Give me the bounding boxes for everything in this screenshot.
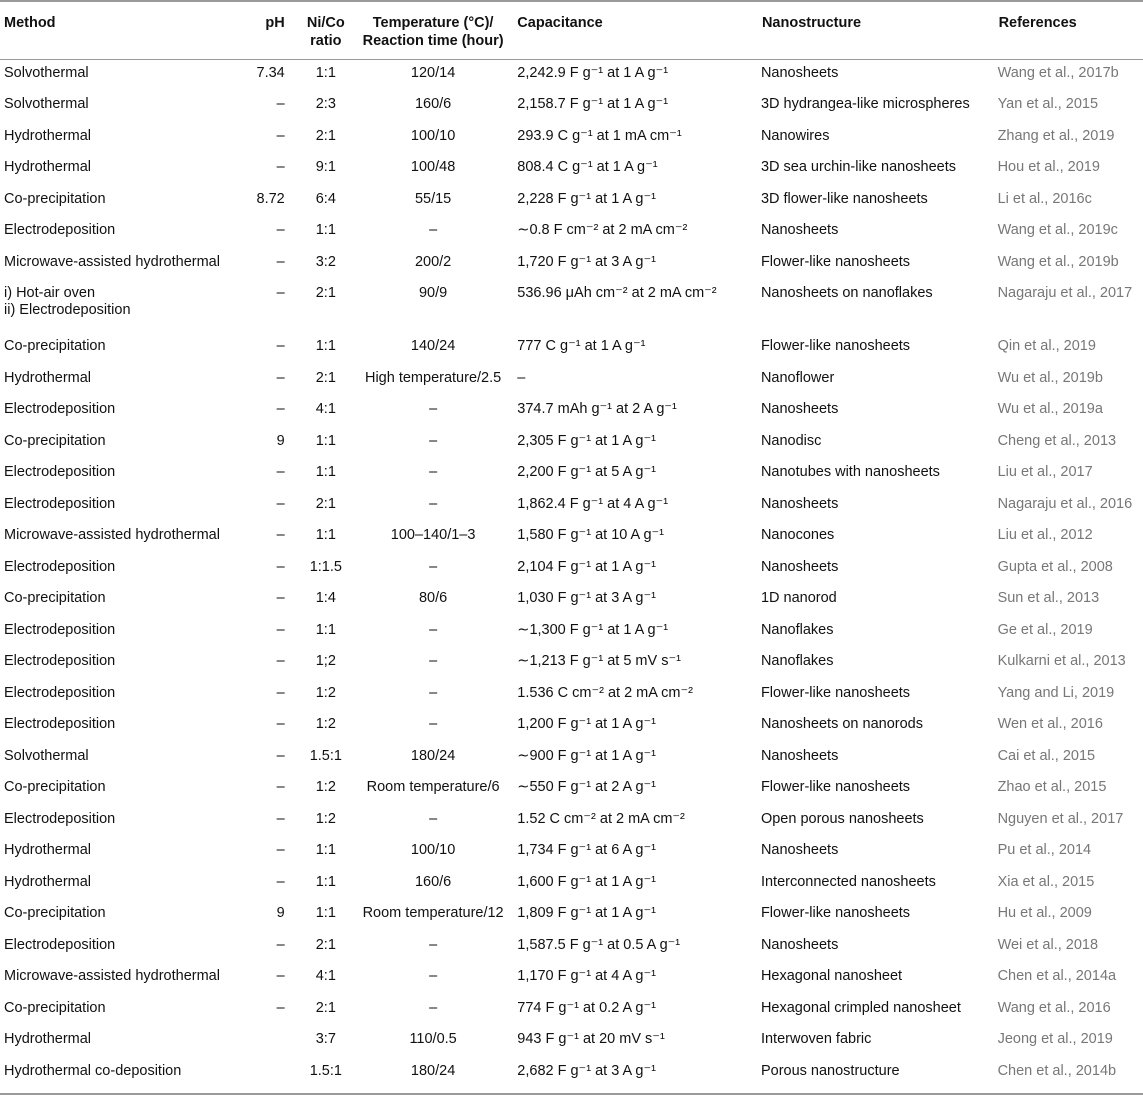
cell-ph: – bbox=[276, 810, 285, 827]
header-ratio bbox=[295, 1, 357, 59]
cell-ph: 7.34 bbox=[256, 64, 285, 81]
cell-method: Co-precipitation bbox=[4, 999, 106, 1016]
cell-ratio: 1:1 bbox=[315, 464, 336, 480]
header-ratio-line1: Ni/Co bbox=[306, 15, 345, 31]
cell-nanostructure: Nanosheets bbox=[760, 936, 839, 953]
table-row bbox=[0, 459, 1143, 491]
cell-temperature: 110/0.5 bbox=[409, 1031, 457, 1047]
cell-capacitance: ∼1,300 F g⁻¹ at 1 A g⁻¹ bbox=[517, 621, 669, 638]
cell-nanostructure: 3D flower-like nanosheets bbox=[760, 190, 928, 207]
cell-ph: – bbox=[276, 558, 285, 575]
cell-ratio: 2:1 bbox=[315, 999, 336, 1016]
cell-nanostructure: Flower-like nanosheets bbox=[760, 253, 911, 270]
cell-ratio: 1:1 bbox=[315, 222, 336, 238]
cell-reference: Wen et al., 2016 bbox=[997, 716, 1103, 732]
cell-reference: Hou et al., 2019 bbox=[997, 159, 1100, 175]
table-row bbox=[0, 186, 1143, 218]
table-row bbox=[0, 837, 1143, 869]
cell-capacitance: 1,587.5 F g⁻¹ at 0.5 A g⁻¹ bbox=[517, 936, 681, 953]
cell-nanostructure: Nanotubes with nanosheets bbox=[760, 464, 940, 480]
cell-reference: Wang et al., 2019c bbox=[997, 222, 1118, 238]
cell-temperature: – bbox=[429, 495, 438, 512]
cell-capacitance: 536.96 μAh cm⁻² at 2 mA cm⁻² bbox=[517, 285, 717, 301]
cell-capacitance: 1,734 F g⁻¹ at 6 A g⁻¹ bbox=[517, 842, 656, 858]
table-row bbox=[0, 59, 1143, 91]
cell-ph: – bbox=[276, 96, 285, 112]
cell-reference: Wang et al., 2016 bbox=[997, 999, 1111, 1016]
header-temperature bbox=[357, 1, 509, 59]
cell-temperature: 180/24 bbox=[410, 747, 456, 764]
cell-ratio: 1:1 bbox=[315, 64, 336, 81]
cell-ratio: 2:1 bbox=[315, 936, 336, 953]
cell-method-line1: i) Hot-air oven bbox=[4, 285, 96, 301]
cell-capacitance: 1,030 F g⁻¹ at 3 A g⁻¹ bbox=[517, 590, 656, 606]
table-row bbox=[0, 1058, 1143, 1095]
cell-method: Hydrothermal bbox=[4, 127, 92, 144]
table-row bbox=[0, 711, 1143, 743]
table-row bbox=[0, 154, 1143, 186]
cell-nanostructure: Nanocones bbox=[760, 527, 835, 543]
header-references: References bbox=[998, 1, 1143, 59]
table-row bbox=[0, 554, 1143, 586]
cell-reference: Hu et al., 2009 bbox=[997, 905, 1092, 921]
cell-capacitance: ∼900 F g⁻¹ at 1 A g⁻¹ bbox=[517, 747, 656, 764]
table-row bbox=[0, 428, 1143, 460]
cell-nanostructure: Hexagonal nanosheet bbox=[760, 968, 903, 984]
cell-reference: Nagaraju et al., 2017 bbox=[997, 285, 1133, 301]
table-row bbox=[0, 743, 1143, 775]
cell-method: Electrodeposition bbox=[4, 653, 116, 669]
cell-capacitance: ∼550 F g⁻¹ at 2 A g⁻¹ bbox=[517, 779, 656, 795]
cell-method: Hydrothermal bbox=[4, 873, 92, 890]
cell-nanostructure: Flower-like nanosheets bbox=[760, 338, 911, 354]
cell-nanostructure: Nanosheets bbox=[760, 842, 839, 858]
cell-ratio: 1:1 bbox=[315, 432, 336, 449]
cell-ph: – bbox=[276, 590, 285, 606]
table-row bbox=[0, 869, 1143, 901]
cell-ratio: 1:1 bbox=[315, 905, 336, 921]
cell-reference: Qin et al., 2019 bbox=[997, 338, 1096, 354]
cell-ph: 8.72 bbox=[256, 190, 285, 207]
header-method: Method bbox=[0, 1, 226, 59]
header-capacitance: Capacitance bbox=[509, 1, 761, 59]
cell-method: Co-precipitation bbox=[4, 190, 106, 207]
cell-reference: Wu et al., 2019a bbox=[997, 401, 1103, 417]
cell-reference: Wei et al., 2018 bbox=[997, 936, 1099, 953]
cell-ratio: 1:1 bbox=[315, 873, 336, 890]
cell-ratio: 1:1.5 bbox=[309, 558, 342, 575]
cell-ph: – bbox=[276, 873, 285, 890]
cell-capacitance: 374.7 mAh g⁻¹ at 2 A g⁻¹ bbox=[517, 401, 677, 417]
cell-reference: Nagaraju et al., 2016 bbox=[997, 495, 1133, 512]
cell-ph: – bbox=[276, 684, 285, 701]
cell-ratio: 1.5:1 bbox=[309, 747, 342, 764]
header-ph: pH bbox=[226, 1, 295, 59]
cell-ratio: 2:1 bbox=[315, 127, 336, 144]
cell-temperature: – bbox=[429, 464, 438, 480]
cell-temperature: – bbox=[429, 810, 438, 827]
cell-capacitance: 777 C g⁻¹ at 1 A g⁻¹ bbox=[517, 338, 646, 354]
cell-nanostructure: 3D sea urchin-like nanosheets bbox=[760, 159, 957, 175]
cell-temperature: 100/10 bbox=[410, 842, 456, 858]
table-row bbox=[0, 522, 1143, 554]
cell-ph: – bbox=[276, 464, 285, 480]
cell-capacitance: 1,720 F g⁻¹ at 3 A g⁻¹ bbox=[517, 253, 656, 270]
table-row bbox=[0, 617, 1143, 649]
cell-temperature: – bbox=[429, 936, 438, 953]
cell-ph: 9 bbox=[276, 905, 285, 921]
cell-ratio: 9:1 bbox=[315, 159, 336, 175]
cell-method: Electrodeposition bbox=[4, 222, 116, 238]
cell-reference: Cai et al., 2015 bbox=[997, 747, 1096, 764]
cell-temperature: High temperature/2.5 bbox=[364, 369, 502, 386]
cell-ratio: 2:1 bbox=[315, 495, 336, 512]
cell-ph: – bbox=[276, 369, 285, 386]
cell-ph: – bbox=[276, 621, 285, 638]
cell-method: Electrodeposition bbox=[4, 716, 116, 732]
cell-ph: – bbox=[276, 222, 285, 238]
cell-method: Electrodeposition bbox=[4, 810, 116, 827]
cell-temperature: 100/10 bbox=[410, 127, 456, 144]
cell-nanostructure: Nanodisc bbox=[760, 432, 822, 449]
header-row bbox=[0, 1, 1143, 59]
cell-temperature: 90/9 bbox=[418, 285, 448, 301]
cell-ratio: 1.5:1 bbox=[295, 1058, 357, 1095]
cell-method: Electrodeposition bbox=[4, 936, 116, 953]
cell-capacitance: 943 F g⁻¹ at 20 mV s⁻¹ bbox=[517, 1031, 665, 1047]
cell-nanostructure: Porous nanostructure bbox=[761, 1058, 998, 1095]
cell-temperature: 120/14 bbox=[410, 64, 456, 81]
cell-ph: – bbox=[276, 527, 285, 543]
cell-reference: Wu et al., 2019b bbox=[997, 369, 1103, 386]
cell-ratio: 3:2 bbox=[315, 253, 336, 270]
cell-ratio: 1:2 bbox=[315, 684, 336, 701]
cell-reference: Nguyen et al., 2017 bbox=[997, 810, 1124, 827]
cell-ph bbox=[226, 1058, 295, 1095]
cell-nanostructure: Nanosheets bbox=[760, 401, 839, 417]
cell-method: Co-precipitation bbox=[4, 432, 106, 449]
cell-capacitance: 2,305 F g⁻¹ at 1 A g⁻¹ bbox=[517, 432, 656, 449]
cell-ph: – bbox=[276, 842, 285, 858]
table-row bbox=[0, 491, 1143, 523]
cell-method: Co-precipitation bbox=[4, 905, 106, 921]
cell-nanostructure: Nanosheets bbox=[760, 747, 839, 764]
cell-temperature: 55/15 bbox=[414, 190, 452, 207]
cell-capacitance: 1,580 F g⁻¹ at 10 A g⁻¹ bbox=[517, 527, 664, 543]
cell-method: Electrodeposition bbox=[4, 558, 116, 575]
cell-method: Electrodeposition bbox=[4, 684, 116, 701]
cell-nanostructure: 3D hydrangea-like microspheres bbox=[760, 96, 970, 112]
cell-method: Electrodeposition bbox=[4, 401, 116, 417]
cell-method: Electrodeposition bbox=[4, 464, 116, 480]
cell-nanostructure: Nanowires bbox=[760, 127, 830, 144]
cell-reference: Sun et al., 2013 bbox=[997, 590, 1100, 606]
table-row bbox=[0, 963, 1143, 995]
cell-method: Microwave-assisted hydrothermal bbox=[4, 527, 220, 543]
cell-method: Hydrothermal co-deposition bbox=[0, 1058, 226, 1095]
header-nanostructure: Nanostructure bbox=[761, 1, 998, 59]
cell-reference: Chen et al., 2014a bbox=[997, 968, 1117, 984]
table-row bbox=[0, 995, 1143, 1027]
cell-reference: Li et al., 2016c bbox=[997, 190, 1092, 207]
cell-ph: – bbox=[276, 779, 285, 795]
cell-temperature: – bbox=[429, 621, 438, 638]
table-row bbox=[0, 900, 1143, 932]
cell-ratio: 6:4 bbox=[315, 190, 336, 207]
cell-nanostructure: Flower-like nanosheets bbox=[760, 779, 911, 795]
cell-capacitance: 808.4 C g⁻¹ at 1 A g⁻¹ bbox=[517, 159, 658, 175]
cell-method: Microwave-assisted hydrothermal bbox=[4, 253, 220, 270]
cell-ratio: 1:1 bbox=[315, 621, 336, 638]
cell-method: Microwave-assisted hydrothermal bbox=[4, 968, 220, 984]
cell-ratio: 2:3 bbox=[315, 96, 336, 112]
cell-temperature: – bbox=[429, 999, 438, 1016]
cell-temperature: 100/48 bbox=[410, 159, 456, 175]
table-row bbox=[0, 648, 1143, 680]
cell-method: Solvothermal bbox=[4, 64, 89, 81]
cell-capacitance: ∼1,213 F g⁻¹ at 5 mV s⁻¹ bbox=[517, 653, 681, 669]
cell-reference: Cheng et al., 2013 bbox=[997, 432, 1117, 449]
cell-nanostructure: Flower-like nanosheets bbox=[760, 684, 911, 701]
cell-temperature: – bbox=[429, 653, 438, 669]
cell-ph bbox=[226, 1026, 295, 1058]
cell-ph: – bbox=[276, 999, 285, 1016]
cell-nanostructure: Flower-like nanosheets bbox=[760, 905, 911, 921]
cell-capacitance: 1,170 F g⁻¹ at 4 A g⁻¹ bbox=[517, 968, 656, 984]
cell-reference: Gupta et al., 2008 bbox=[997, 558, 1113, 575]
cell-ratio: 4:1 bbox=[315, 401, 336, 417]
cell-capacitance: 2,158.7 F g⁻¹ at 1 A g⁻¹ bbox=[517, 96, 669, 112]
table-row bbox=[0, 1026, 1143, 1058]
cell-temperature: – bbox=[429, 401, 438, 417]
table-body bbox=[0, 59, 1143, 1094]
cell-nanostructure: Nanoflakes bbox=[760, 653, 834, 669]
cell-capacitance: 2,200 F g⁻¹ at 5 A g⁻¹ bbox=[517, 464, 656, 480]
cell-ph: – bbox=[276, 401, 285, 417]
cell-capacitance: 1.536 C cm⁻² at 2 mA cm⁻² bbox=[517, 684, 693, 701]
cell-temperature: – bbox=[429, 968, 438, 984]
cell-capacitance: 2,104 F g⁻¹ at 1 A g⁻¹ bbox=[517, 558, 656, 575]
table-row bbox=[0, 217, 1143, 249]
cell-nanostructure: Nanosheets on nanoflakes bbox=[760, 285, 933, 301]
cell-reference: Pu et al., 2014 bbox=[997, 842, 1092, 858]
cell-ph: – bbox=[276, 653, 285, 669]
cell-ratio: 1:1 bbox=[315, 527, 336, 543]
cell-reference: Ge et al., 2019 bbox=[997, 621, 1093, 638]
cell-nanostructure: Nanoflakes bbox=[760, 621, 834, 638]
cell-nanostructure: Interwoven fabric bbox=[760, 1031, 872, 1047]
cell-reference: Kulkarni et al., 2013 bbox=[997, 653, 1126, 669]
cell-reference: Yan et al., 2015 bbox=[997, 96, 1099, 112]
cell-temperature: 180/24 bbox=[357, 1058, 509, 1095]
cell-method: Hydrothermal bbox=[4, 369, 92, 386]
cell-method: Solvothermal bbox=[4, 747, 89, 764]
table-row bbox=[0, 365, 1143, 397]
cell-temperature: – bbox=[429, 684, 438, 701]
cell-temperature: – bbox=[429, 716, 438, 732]
table-row bbox=[0, 806, 1143, 838]
cell-temperature: 160/6 bbox=[414, 873, 452, 890]
cell-nanostructure: Open porous nanosheets bbox=[760, 810, 924, 827]
cell-temperature: Room temperature/12 bbox=[362, 905, 504, 921]
cell-ratio: 1:2 bbox=[315, 810, 336, 827]
cell-ratio: 2:1 bbox=[315, 285, 336, 301]
cell-reference: Yang and Li, 2019 bbox=[997, 684, 1115, 701]
cell-method: Electrodeposition bbox=[4, 495, 116, 512]
cell-nanostructure: Nanosheets bbox=[760, 558, 839, 575]
cell-temperature: 80/6 bbox=[418, 590, 448, 606]
cell-ph: – bbox=[276, 936, 285, 953]
cell-capacitance: ∼0.8 F cm⁻² at 2 mA cm⁻² bbox=[517, 222, 688, 238]
table-header bbox=[0, 1, 1143, 59]
cell-ratio: 4:1 bbox=[315, 968, 336, 984]
table-row bbox=[0, 585, 1143, 617]
table-row bbox=[0, 680, 1143, 712]
cell-capacitance: 2,242.9 F g⁻¹ at 1 A g⁻¹ bbox=[517, 64, 669, 81]
table-row bbox=[0, 774, 1143, 806]
cell-method: Hydrothermal bbox=[4, 159, 92, 175]
cell-ratio: 1:1 bbox=[315, 338, 336, 354]
cell-ph: – bbox=[276, 253, 285, 270]
cell-ph: – bbox=[276, 968, 285, 984]
cell-reference: Wang et al., 2017b bbox=[997, 64, 1119, 81]
cell-ph: – bbox=[276, 127, 285, 144]
cell-capacitance: 1,862.4 F g⁻¹ at 4 A g⁻¹ bbox=[517, 495, 669, 512]
cell-method: Hydrothermal bbox=[4, 1031, 92, 1047]
cell-nanostructure: Nanosheets bbox=[760, 64, 839, 81]
cell-temperature: – bbox=[429, 222, 438, 238]
cell-ph: 9 bbox=[276, 432, 285, 449]
cell-ph: – bbox=[276, 338, 285, 354]
cell-nanostructure: Nanosheets bbox=[760, 495, 839, 512]
cell-method: Co-precipitation bbox=[4, 779, 106, 795]
cell-reference: Zhao et al., 2015 bbox=[997, 779, 1107, 795]
cell-nanostructure: Interconnected nanosheets bbox=[760, 873, 936, 890]
cell-ph: – bbox=[276, 716, 285, 732]
header-temp-line1: Temperature (°C)/ bbox=[372, 15, 494, 31]
cell-capacitance: 1,600 F g⁻¹ at 1 A g⁻¹ bbox=[517, 873, 656, 890]
cell-reference: Jeong et al., 2019 bbox=[997, 1031, 1113, 1047]
cell-capacitance: 1,809 F g⁻¹ at 1 A g⁻¹ bbox=[517, 905, 656, 921]
cell-ratio: 1:4 bbox=[315, 590, 336, 606]
cell-ratio: 1:1 bbox=[315, 842, 336, 858]
cell-temperature: 140/24 bbox=[410, 338, 456, 354]
cell-temperature: – bbox=[429, 432, 438, 449]
cell-ph: – bbox=[276, 285, 285, 301]
table-row bbox=[0, 932, 1143, 964]
cell-nanostructure: Nanosheets bbox=[760, 222, 839, 238]
header-ratio-line2: ratio bbox=[310, 33, 342, 49]
table-row bbox=[0, 91, 1143, 123]
cell-method: Solvothermal bbox=[4, 96, 89, 112]
table-row bbox=[0, 396, 1143, 428]
cell-reference: Chen et al., 2014b bbox=[998, 1058, 1143, 1095]
cell-method: Co-precipitation bbox=[4, 338, 106, 354]
cell-reference: Xia et al., 2015 bbox=[997, 873, 1095, 890]
cell-method: Electrodeposition bbox=[4, 621, 116, 638]
cell-temperature: Room temperature/6 bbox=[366, 779, 500, 795]
cell-method-line2: ii) Electrodeposition bbox=[4, 302, 131, 318]
cell-temperature: 200/2 bbox=[414, 253, 452, 270]
cell-reference: Zhang et al., 2019 bbox=[997, 127, 1115, 144]
cell-ratio: 1:2 bbox=[315, 716, 336, 732]
cell-nanostructure: Nanosheets on nanorods bbox=[760, 716, 923, 732]
cell-ph: – bbox=[276, 495, 285, 512]
cell-temperature: – bbox=[429, 558, 438, 575]
header-temp-line2: Reaction time (hour) bbox=[362, 33, 504, 49]
cell-ph: – bbox=[276, 747, 285, 764]
cell-method: Hydrothermal bbox=[4, 842, 92, 858]
cell-temperature: 160/6 bbox=[414, 96, 452, 112]
cell-reference: Wang et al., 2019b bbox=[997, 253, 1119, 270]
table-row bbox=[0, 280, 1143, 333]
cell-nanostructure: Hexagonal crimpled nanosheet bbox=[760, 999, 961, 1016]
cell-nanostructure: 1D nanorod bbox=[760, 590, 837, 606]
cell-temperature: 100–140/1–3 bbox=[390, 527, 476, 543]
cell-capacitance: 1.52 C cm⁻² at 2 mA cm⁻² bbox=[517, 810, 685, 827]
cell-capacitance: – bbox=[517, 369, 526, 386]
table-row bbox=[0, 123, 1143, 155]
cell-reference: Liu et al., 2017 bbox=[997, 464, 1093, 480]
cell-method bbox=[0, 280, 226, 333]
cell-capacitance: 293.9 C g⁻¹ at 1 mA cm⁻¹ bbox=[517, 127, 682, 144]
cell-ratio: 1:2 bbox=[315, 779, 336, 795]
table-row bbox=[0, 333, 1143, 365]
table-row bbox=[0, 249, 1143, 281]
cell-nanostructure: Nanoflower bbox=[760, 369, 835, 386]
cell-capacitance: 2,682 F g⁻¹ at 3 A g⁻¹ bbox=[509, 1058, 761, 1095]
cell-capacitance: 2,228 F g⁻¹ at 1 A g⁻¹ bbox=[517, 190, 656, 207]
cell-ratio: 1;2 bbox=[315, 653, 336, 669]
cell-ph: – bbox=[276, 159, 285, 175]
cell-reference: Liu et al., 2012 bbox=[997, 527, 1093, 543]
cell-ratio: 2:1 bbox=[315, 369, 336, 386]
cell-ratio: 3:7 bbox=[315, 1031, 336, 1047]
cell-method: Co-precipitation bbox=[4, 590, 106, 606]
cell-capacitance: 1,200 F g⁻¹ at 1 A g⁻¹ bbox=[517, 716, 656, 732]
cell-capacitance: 774 F g⁻¹ at 0.2 A g⁻¹ bbox=[517, 999, 656, 1016]
